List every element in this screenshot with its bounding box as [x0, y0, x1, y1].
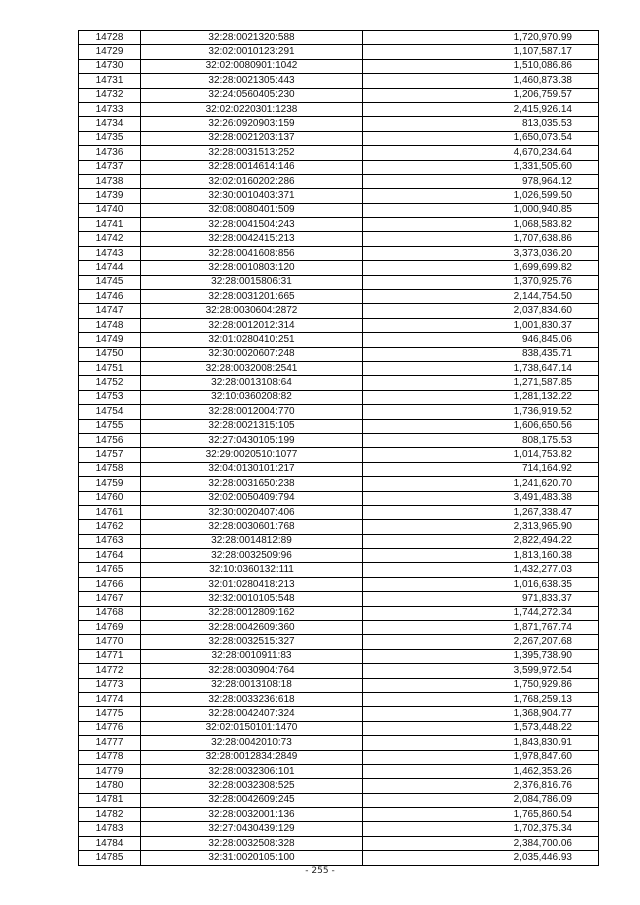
amount-cell: 2,376,816.76: [363, 779, 599, 793]
table-row: [79, 750, 599, 764]
amount-cell: 1,738,647.14: [363, 361, 599, 375]
table-row: [79, 808, 599, 822]
row-number-cell: 14765: [79, 563, 141, 577]
row-number-cell: 14777: [79, 736, 141, 750]
cadastral-number-cell: 32:30:0020407:406: [141, 505, 363, 519]
amount-cell: 1,068,583.82: [363, 218, 599, 232]
table-row: [79, 664, 599, 678]
row-number-cell: 14741: [79, 218, 141, 232]
amount-cell: 1,765,860.54: [363, 808, 599, 822]
amount-cell: 2,267,207.68: [363, 635, 599, 649]
amount-cell: 1,650,073.54: [363, 131, 599, 145]
data-table: [78, 30, 599, 866]
cadastral-number-cell: 32:26:0920903:159: [141, 117, 363, 131]
amount-cell: 808,175.53: [363, 433, 599, 447]
cadastral-number-cell: 32:29:0020510:1077: [141, 448, 363, 462]
table-row: [79, 45, 599, 59]
amount-cell: 1,016,638.35: [363, 577, 599, 591]
row-number-cell: 14750: [79, 347, 141, 361]
amount-cell: 1,241,620.70: [363, 477, 599, 491]
amount-cell: 1,720,970.99: [363, 31, 599, 45]
cadastral-number-cell: 32:31:0020105:100: [141, 851, 363, 865]
cadastral-number-cell: 32:28:0012809:162: [141, 606, 363, 620]
cadastral-number-cell: 32:28:0032509:96: [141, 549, 363, 563]
amount-cell: 1,267,338.47: [363, 505, 599, 519]
row-number-cell: 14745: [79, 275, 141, 289]
cadastral-number-cell: 32:24:0560405:230: [141, 88, 363, 102]
row-number-cell: 14748: [79, 318, 141, 332]
cadastral-number-cell: 32:02:0010123:291: [141, 45, 363, 59]
row-number-cell: 14766: [79, 577, 141, 591]
row-number-cell: 14744: [79, 261, 141, 275]
cadastral-number-cell: 32:28:0012004:770: [141, 405, 363, 419]
table-row: [79, 649, 599, 663]
cadastral-number-cell: 32:28:0032008:2541: [141, 361, 363, 375]
cadastral-number-cell: 32:02:0220301:1238: [141, 102, 363, 116]
cadastral-number-cell: 32:02:0080901:1042: [141, 59, 363, 73]
amount-cell: 1,978,847.60: [363, 750, 599, 764]
cadastral-number-cell: 32:28:0031650:238: [141, 477, 363, 491]
row-number-cell: 14761: [79, 505, 141, 519]
cadastral-number-cell: 32:28:0021315:105: [141, 419, 363, 433]
amount-cell: 1,750,929.86: [363, 678, 599, 692]
cadastral-number-cell: 32:28:0013108:64: [141, 376, 363, 390]
amount-cell: 1,736,919.52: [363, 405, 599, 419]
row-number-cell: 14736: [79, 146, 141, 160]
amount-cell: 2,144,754.50: [363, 290, 599, 304]
row-number-cell: 14751: [79, 361, 141, 375]
table-row: [79, 117, 599, 131]
table-row: [79, 261, 599, 275]
table-row: [79, 491, 599, 505]
table-row: [79, 678, 599, 692]
amount-cell: 978,964.12: [363, 174, 599, 188]
row-number-cell: 14753: [79, 390, 141, 404]
row-number-cell: 14749: [79, 333, 141, 347]
amount-cell: 1,843,830.91: [363, 736, 599, 750]
table-row: [79, 635, 599, 649]
cadastral-number-cell: 32:01:0280410:251: [141, 333, 363, 347]
row-number-cell: 14783: [79, 822, 141, 836]
table-row: [79, 189, 599, 203]
amount-cell: 1,026,599.50: [363, 189, 599, 203]
cadastral-number-cell: 32:01:0280418:213: [141, 577, 363, 591]
cadastral-number-cell: 32:28:0032001:136: [141, 808, 363, 822]
table-row: [79, 721, 599, 735]
table-row: [79, 275, 599, 289]
table-row: [79, 318, 599, 332]
row-number-cell: 14773: [79, 678, 141, 692]
table-row: [79, 477, 599, 491]
row-number-cell: 14742: [79, 232, 141, 246]
row-number-cell: 14760: [79, 491, 141, 505]
table-row: [79, 59, 599, 73]
row-number-cell: 14774: [79, 692, 141, 706]
cadastral-number-cell: 32:28:0041504:243: [141, 218, 363, 232]
amount-cell: 2,313,965.90: [363, 520, 599, 534]
amount-cell: 2,822,494.22: [363, 534, 599, 548]
row-number-cell: 14785: [79, 851, 141, 865]
cadastral-number-cell: 32:28:0010911:83: [141, 649, 363, 663]
cadastral-number-cell: 32:30:0020607:248: [141, 347, 363, 361]
table-row: [79, 333, 599, 347]
table-row: [79, 764, 599, 778]
table-row: [79, 549, 599, 563]
table-row: [79, 462, 599, 476]
table-row: [79, 102, 599, 116]
table-row: [79, 577, 599, 591]
cadastral-number-cell: 32:28:0014614:146: [141, 160, 363, 174]
cadastral-number-cell: 32:10:0360132:111: [141, 563, 363, 577]
row-number-cell: 14739: [79, 189, 141, 203]
cadastral-number-cell: 32:27:0430439:129: [141, 822, 363, 836]
table-row: [79, 74, 599, 88]
amount-cell: 1,206,759.57: [363, 88, 599, 102]
amount-cell: 4,670,234.64: [363, 146, 599, 160]
amount-cell: 1,707,638.86: [363, 232, 599, 246]
table-row: [79, 707, 599, 721]
table-row: [79, 290, 599, 304]
cadastral-number-cell: 32:10:0360208:82: [141, 390, 363, 404]
amount-cell: 813,035.53: [363, 117, 599, 131]
amount-cell: 971,833.37: [363, 592, 599, 606]
row-number-cell: 14754: [79, 405, 141, 419]
cadastral-number-cell: 32:28:0012012:314: [141, 318, 363, 332]
amount-cell: 1,001,830.37: [363, 318, 599, 332]
amount-cell: 2,415,926.14: [363, 102, 599, 116]
cadastral-number-cell: 32:28:0030604:2872: [141, 304, 363, 318]
amount-cell: 3,599,972.54: [363, 664, 599, 678]
cadastral-number-cell: 32:28:0014812:89: [141, 534, 363, 548]
row-number-cell: 14767: [79, 592, 141, 606]
amount-cell: 1,014,753.82: [363, 448, 599, 462]
row-number-cell: 14782: [79, 808, 141, 822]
cadastral-number-cell: 32:28:0032508:328: [141, 836, 363, 850]
amount-cell: 946,845.06: [363, 333, 599, 347]
cadastral-number-cell: 32:28:0012834:2849: [141, 750, 363, 764]
table-row: [79, 232, 599, 246]
cadastral-number-cell: 32:28:0032306:101: [141, 764, 363, 778]
amount-cell: 1,460,873.38: [363, 74, 599, 88]
table-row: [79, 793, 599, 807]
amount-cell: 1,510,086.86: [363, 59, 599, 73]
row-number-cell: 14768: [79, 606, 141, 620]
cadastral-number-cell: 32:28:0021320:588: [141, 31, 363, 45]
cadastral-number-cell: 32:28:0021305:443: [141, 74, 363, 88]
table-row: [79, 736, 599, 750]
cadastral-number-cell: 32:28:0042609:245: [141, 793, 363, 807]
row-number-cell: 14763: [79, 534, 141, 548]
table-row: [79, 836, 599, 850]
table-row: [79, 361, 599, 375]
table-row: [79, 131, 599, 145]
cadastral-number-cell: 32:28:0031201:665: [141, 290, 363, 304]
cadastral-number-cell: 32:28:0021203:137: [141, 131, 363, 145]
amount-cell: 838,435.71: [363, 347, 599, 361]
table-row: [79, 174, 599, 188]
amount-cell: 1,813,160.38: [363, 549, 599, 563]
table-row: [79, 779, 599, 793]
table-row: [79, 419, 599, 433]
table-row: [79, 146, 599, 160]
table-row: [79, 534, 599, 548]
row-number-cell: 14769: [79, 621, 141, 635]
table-row: [79, 246, 599, 260]
amount-cell: 1,573,448.22: [363, 721, 599, 735]
table-row: [79, 347, 599, 361]
row-number-cell: 14752: [79, 376, 141, 390]
row-number-cell: 14772: [79, 664, 141, 678]
row-number-cell: 14728: [79, 31, 141, 45]
cadastral-number-cell: 32:28:0042415:213: [141, 232, 363, 246]
table-row: [79, 88, 599, 102]
amount-cell: 1,271,587.85: [363, 376, 599, 390]
amount-cell: 1,606,650.56: [363, 419, 599, 433]
row-number-cell: 14784: [79, 836, 141, 850]
table-row: [79, 203, 599, 217]
table-row: [79, 563, 599, 577]
cadastral-number-cell: 32:02:0050409:794: [141, 491, 363, 505]
cadastral-number-cell: 32:28:0015806:31: [141, 275, 363, 289]
page-number: - 255 -: [305, 866, 335, 876]
amount-cell: 1,702,375.34: [363, 822, 599, 836]
row-number-cell: 14780: [79, 779, 141, 793]
row-number-cell: 14770: [79, 635, 141, 649]
cadastral-number-cell: 32:02:0150101:1470: [141, 721, 363, 735]
row-number-cell: 14758: [79, 462, 141, 476]
cadastral-number-cell: 32:28:0013108:18: [141, 678, 363, 692]
row-number-cell: 14756: [79, 433, 141, 447]
amount-cell: 1,107,587.17: [363, 45, 599, 59]
cadastral-number-cell: 32:27:0430105:199: [141, 433, 363, 447]
cadastral-number-cell: 32:28:0042010:73: [141, 736, 363, 750]
row-number-cell: 14764: [79, 549, 141, 563]
amount-cell: 1,281,132.22: [363, 390, 599, 404]
amount-cell: 1,768,259.13: [363, 692, 599, 706]
cadastral-number-cell: 32:28:0032308:525: [141, 779, 363, 793]
cadastral-number-cell: 32:32:0010105:548: [141, 592, 363, 606]
amount-cell: 1,370,925.76: [363, 275, 599, 289]
cadastral-number-cell: 32:28:0030904:764: [141, 664, 363, 678]
row-number-cell: 14738: [79, 174, 141, 188]
cadastral-number-cell: 32:28:0030601:768: [141, 520, 363, 534]
cadastral-number-cell: 32:28:0042609:360: [141, 621, 363, 635]
table-row: [79, 160, 599, 174]
row-number-cell: 14755: [79, 419, 141, 433]
row-number-cell: 14732: [79, 88, 141, 102]
amount-cell: 3,373,036.20: [363, 246, 599, 260]
amount-cell: 1,462,353.26: [363, 764, 599, 778]
row-number-cell: 14737: [79, 160, 141, 174]
table-row: [79, 376, 599, 390]
row-number-cell: 14757: [79, 448, 141, 462]
cadastral-number-cell: 32:28:0041608:856: [141, 246, 363, 260]
amount-cell: 714,164.92: [363, 462, 599, 476]
cadastral-number-cell: 32:28:0031513:252: [141, 146, 363, 160]
row-number-cell: 14776: [79, 721, 141, 735]
table-row: [79, 304, 599, 318]
table-row: [79, 822, 599, 836]
table-row: [79, 592, 599, 606]
row-number-cell: 14775: [79, 707, 141, 721]
row-number-cell: 14779: [79, 764, 141, 778]
amount-cell: 3,491,483.38: [363, 491, 599, 505]
amount-cell: 1,871,767.74: [363, 621, 599, 635]
table-row: [79, 405, 599, 419]
table-row: [79, 851, 599, 865]
row-number-cell: 14746: [79, 290, 141, 304]
cadastral-number-cell: 32:08:0080401:509: [141, 203, 363, 217]
amount-cell: 1,699,699.82: [363, 261, 599, 275]
cadastral-number-cell: 32:28:0010803:120: [141, 261, 363, 275]
cadastral-number-cell: 32:02:0160202:286: [141, 174, 363, 188]
row-number-cell: 14730: [79, 59, 141, 73]
cadastral-number-cell: 32:30:0010403:371: [141, 189, 363, 203]
row-number-cell: 14771: [79, 649, 141, 663]
cadastral-number-cell: 32:04:0130101:217: [141, 462, 363, 476]
amount-cell: 1,331,505.60: [363, 160, 599, 174]
table-row: [79, 448, 599, 462]
amount-cell: 2,084,786.09: [363, 793, 599, 807]
table-row: [79, 218, 599, 232]
row-number-cell: 14778: [79, 750, 141, 764]
row-number-cell: 14734: [79, 117, 141, 131]
row-number-cell: 14781: [79, 793, 141, 807]
table-row: [79, 692, 599, 706]
table-body: [79, 31, 599, 866]
table-row: [79, 31, 599, 45]
cadastral-number-cell: 32:28:0042407:324: [141, 707, 363, 721]
cadastral-number-cell: 32:28:0033236:618: [141, 692, 363, 706]
row-number-cell: 14740: [79, 203, 141, 217]
row-number-cell: 14743: [79, 246, 141, 260]
row-number-cell: 14762: [79, 520, 141, 534]
table-row: [79, 390, 599, 404]
amount-cell: 1,000,940.85: [363, 203, 599, 217]
amount-cell: 1,744,272.34: [363, 606, 599, 620]
amount-cell: 1,395,738.90: [363, 649, 599, 663]
table-row: [79, 606, 599, 620]
row-number-cell: 14729: [79, 45, 141, 59]
amount-cell: 2,037,834.60: [363, 304, 599, 318]
amount-cell: 1,432,277.03: [363, 563, 599, 577]
amount-cell: 2,035,446.93: [363, 851, 599, 865]
row-number-cell: 14759: [79, 477, 141, 491]
row-number-cell: 14735: [79, 131, 141, 145]
table-row: [79, 520, 599, 534]
table-row: [79, 621, 599, 635]
row-number-cell: 14747: [79, 304, 141, 318]
amount-cell: 1,368,904.77: [363, 707, 599, 721]
row-number-cell: 14733: [79, 102, 141, 116]
table-row: [79, 433, 599, 447]
table-row: [79, 505, 599, 519]
row-number-cell: 14731: [79, 74, 141, 88]
cadastral-number-cell: 32:28:0032515:327: [141, 635, 363, 649]
amount-cell: 2,384,700.06: [363, 836, 599, 850]
